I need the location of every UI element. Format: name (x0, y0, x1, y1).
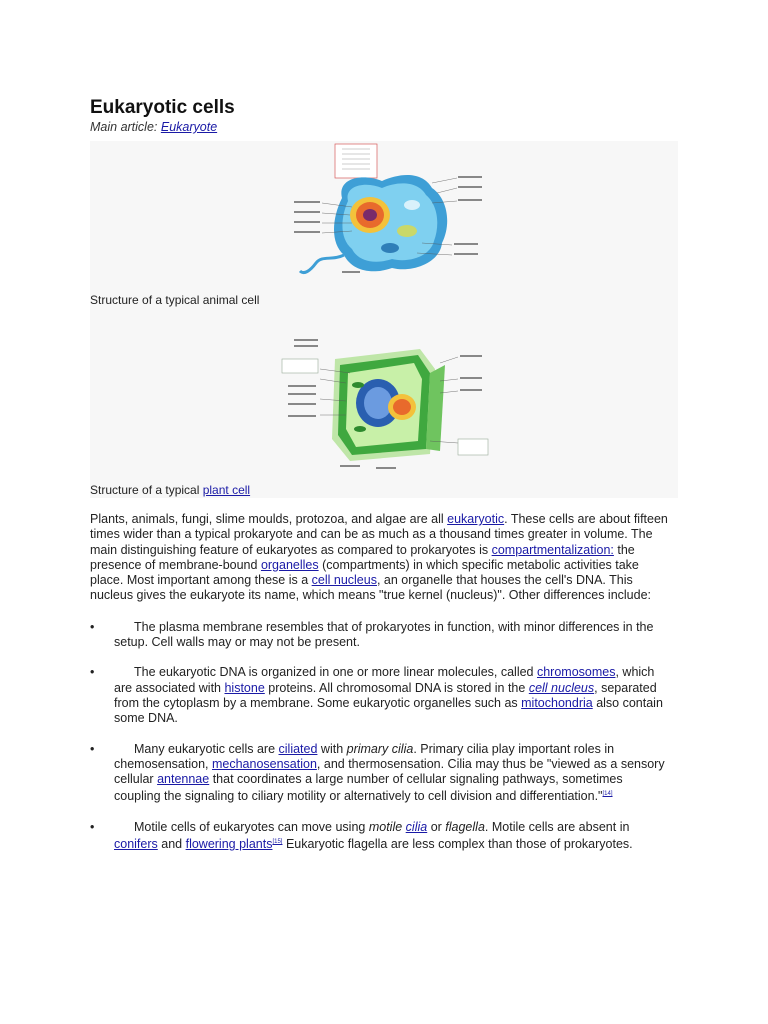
flagella-term: flagella (445, 819, 485, 834)
antennae-link[interactable]: antennae (157, 772, 210, 787)
eukaryote-link[interactable]: Eukaryote (160, 120, 218, 134)
ref-15-link[interactable]: [15] (272, 839, 283, 846)
intro-text-5: , an organelle that houses the cell's DNA. This nucleus gives the eukaryote its name, which means "true kernel (nucleus)". Other differences include: (90, 573, 652, 603)
bullet-2-text-1: The eukaryotic DNA is organized in one or more linear molecules, called (134, 665, 537, 680)
ref-14-link[interactable]: [14] (602, 791, 613, 798)
flowering-plants-link[interactable]: flowering plants (185, 837, 273, 852)
bullet-2-text-5: also contain some DNA. (114, 695, 663, 726)
bullet-4-text-4: and (157, 837, 186, 852)
plant-caption-prefix: Structure of a typical (90, 483, 203, 497)
section-title: Eukaryotic cells (90, 97, 235, 118)
bullet-3-text-5: that coordinates a large number of cellular signaling pathways, sometimes coupling the signaling to ciliary motility or alternatively to cell division and differentiation." (114, 772, 623, 804)
mechanosensation-link[interactable]: mechanosensation (211, 756, 317, 771)
organelles-link[interactable]: organelles (260, 557, 319, 572)
cilia-link[interactable]: cilia (405, 819, 428, 834)
intro-paragraph (90, 512, 672, 604)
animal-cell-diagram (282, 143, 502, 283)
article-body (90, 512, 672, 853)
bullet-icon: • (90, 741, 95, 756)
animal-cell-caption: Structure of a typical animal cell (90, 293, 260, 307)
bullet-4-text-1: Motile cells of eukaryotes can move using (134, 819, 369, 834)
differences-list (90, 620, 672, 853)
bullet-icon: • (90, 819, 95, 834)
motile-term: motile (368, 819, 406, 834)
bullet-3-text-1: Many eukaryotic cells are (134, 741, 279, 756)
bullet-4-text-3: . Motile cells are absent in (484, 819, 630, 834)
list-item (90, 620, 672, 651)
main-article-prefix: Main article: (90, 120, 161, 134)
compartmentalization-link[interactable]: compartmentalization: (491, 542, 614, 557)
ciliated-link[interactable]: ciliated (278, 741, 318, 756)
plant-cell-diagram (280, 329, 500, 474)
bullet-1-text: The plasma membrane resembles that of prokaryotes in function, with minor differences in the setup. Cell walls may or may not be present. (114, 619, 654, 650)
intro-text-2: . These cells are about fifteen times wider than a typical prokaryote and can be as much as a thousand times greater in volume. The main distinguishing feature of eukaryotes as compared to prokaryotes is (90, 512, 668, 557)
primary-cilia-term: primary cilia (346, 741, 414, 756)
list-item (90, 820, 672, 853)
bullet-3-text-4: , and thermosensation. Cilia may thus be "viewed as a sensory cellular (114, 756, 665, 787)
bullet-3-text-2: with (317, 741, 347, 756)
cell-nucleus-italic-link[interactable]: cell nucleus (528, 680, 595, 695)
bullet-4-text-5: Eukaryotic flagella are less complex than those of prokaryotes. (282, 837, 633, 852)
figure-panel (90, 141, 678, 498)
histone-link[interactable]: histone (224, 680, 265, 695)
intro-text-1: Plants, animals, fungi, slime moulds, protozoa, and algae are all (90, 512, 448, 526)
bullet-4-text-2: or (427, 819, 446, 834)
intro-text-3: the presence of membrane-bound (90, 542, 635, 572)
chromosomes-link[interactable]: chromosomes (536, 665, 616, 680)
list-item (90, 742, 672, 805)
bullet-2-text-3: proteins. All chromosomal DNA is stored in the (264, 680, 529, 695)
plant-cell-link[interactable]: plant cell (202, 483, 251, 497)
main-article-note (90, 120, 217, 134)
cell-nucleus-link[interactable]: cell nucleus (311, 573, 377, 588)
mitochondria-link[interactable]: mitochondria (521, 695, 593, 710)
bullet-2-text-2: , which are associated with (114, 665, 655, 695)
intro-text-4: (compartments) in which specific metabolic activities take place. Most important among these is a (90, 557, 639, 588)
bullet-icon: • (90, 619, 95, 634)
bullet-2-text-4: , separated from the cytoplasm by a membrane. Some eukaryotic organelles such as (114, 680, 657, 710)
bullet-3-text-3: . Primary cilia play important roles in chemosensation, (114, 741, 615, 771)
bullet-icon: • (90, 665, 95, 680)
eukaryotic-link[interactable]: eukaryotic (447, 512, 505, 526)
conifers-link[interactable]: conifers (114, 837, 158, 852)
plant-cell-caption (90, 483, 250, 497)
list-item (90, 665, 672, 726)
